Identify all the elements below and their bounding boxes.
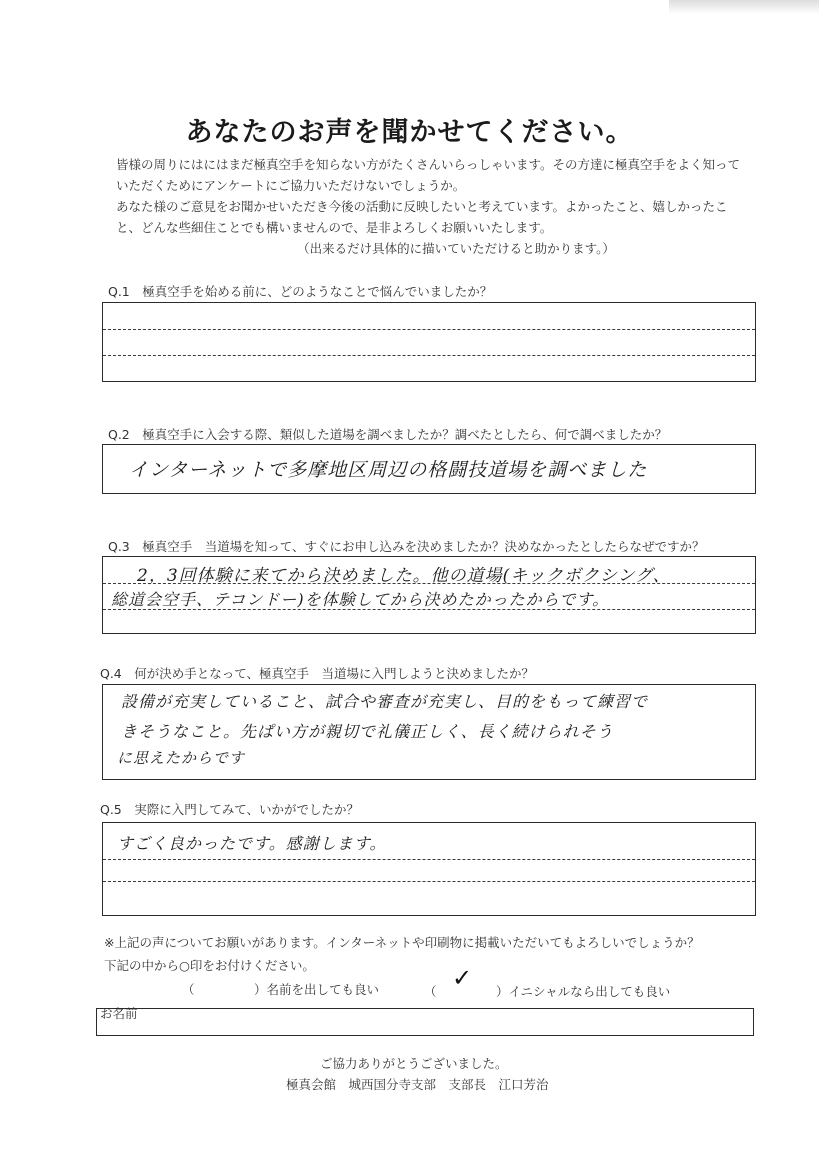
page-title: あなたのお声を聞かせてください。 xyxy=(185,117,634,148)
handwritten-answer: 2，3回体験に来てから決めました。他の道場(キックボクシング、 xyxy=(137,566,671,586)
answer-line xyxy=(103,609,755,610)
question-5-label: Q.5 実際に入門してみて、いかがでしたか？ xyxy=(100,802,360,817)
option-name-open: （ xyxy=(182,982,195,997)
option-initial-open: （ xyxy=(424,984,437,999)
name-label: お名前 xyxy=(100,1006,138,1021)
question-4-answer-box[interactable] xyxy=(102,684,756,780)
consent-request: ※上記の声についてお願いがあります。インターネットや印刷物に掲載いただいてもよろしいでしょうか？ xyxy=(104,935,700,950)
consent-instruction: 下記の中から○印をお付けください。 xyxy=(104,958,315,973)
question-5-answer-box[interactable] xyxy=(102,822,756,916)
option-name-label: ）名前を出しても良い xyxy=(254,982,380,997)
name-field[interactable] xyxy=(96,1008,754,1036)
question-3-label: Q.3 極真空手 当道場を知って、すぐにお申し込みを決めましたか？決めなかったとしたらなぜですか？ xyxy=(108,539,705,554)
answer-line xyxy=(103,329,755,330)
answer-line xyxy=(103,859,755,860)
question-3-answer-box[interactable] xyxy=(102,556,756,634)
question-4-label: Q.4 何が決め手となって、極真空手 当道場に入門しようと決めましたか？ xyxy=(100,666,535,681)
intro-line: と、どんな些細住ことでも構いませんので、是非よろしくお願いいたします。 xyxy=(116,220,553,235)
question-2-label: Q.2 極真空手に入会する際、類似した道場を調べましたか？調べたとしたら、何で調べましたか？ xyxy=(108,427,668,442)
intro-text xyxy=(116,154,756,259)
handwritten-answer: 総道会空手、テコンドー)を体験してから決めたかったからです。 xyxy=(111,590,610,609)
thanks-text: ご協力ありがとうございました。 xyxy=(320,1056,508,1071)
handwritten-answer: に思えたからです xyxy=(117,749,245,767)
handwritten-answer: 設備が充実していること、試合や審査が充実し、目的をもって練習で xyxy=(121,692,649,711)
handwritten-answer: すごく良かったです。感謝します。 xyxy=(117,834,387,853)
scan-edge-shadow xyxy=(669,0,819,14)
intro-line: いただくためにアンケートにご協力いただけないでしょうか。 xyxy=(116,178,466,193)
answer-line xyxy=(103,881,755,882)
question-1-label: Q.1 極真空手を始める前に、どのようなことで悩んでいましたか？ xyxy=(108,284,493,299)
handwritten-answer: きそうなこと。先ぱい方が親切で礼儀正しく、長く続けられそう xyxy=(121,722,614,741)
check-mark-icon[interactable]: ✓ xyxy=(452,964,473,992)
option-name-checkbox[interactable] xyxy=(198,980,250,996)
question-1-answer-box[interactable] xyxy=(102,302,756,382)
organization-signature: 極真会館 城西国分寺支部 支部長 江口芳治 xyxy=(286,1077,549,1092)
intro-line: 皆様の周りにはにはまだ極真空手を知らない方がたくさんいらっしゃいます。その方達に極真空手をよく知って xyxy=(116,157,741,172)
intro-note: （出来るだけ具体的に描いていただけると助かります。） xyxy=(297,241,615,256)
answer-line xyxy=(103,583,755,584)
question-2-answer-box[interactable] xyxy=(102,444,756,494)
handwritten-answer: インターネットで多摩地区周辺の格闘技道場を調べました xyxy=(129,459,648,481)
option-initial-label: ）イニシャルなら出しても良い xyxy=(496,984,671,999)
answer-line xyxy=(103,355,755,356)
intro-line: あなた様のご意見をお聞かせいただき今後の活動に反映したいと考えています。よかったこと、嬉しかったこ xyxy=(116,199,728,214)
